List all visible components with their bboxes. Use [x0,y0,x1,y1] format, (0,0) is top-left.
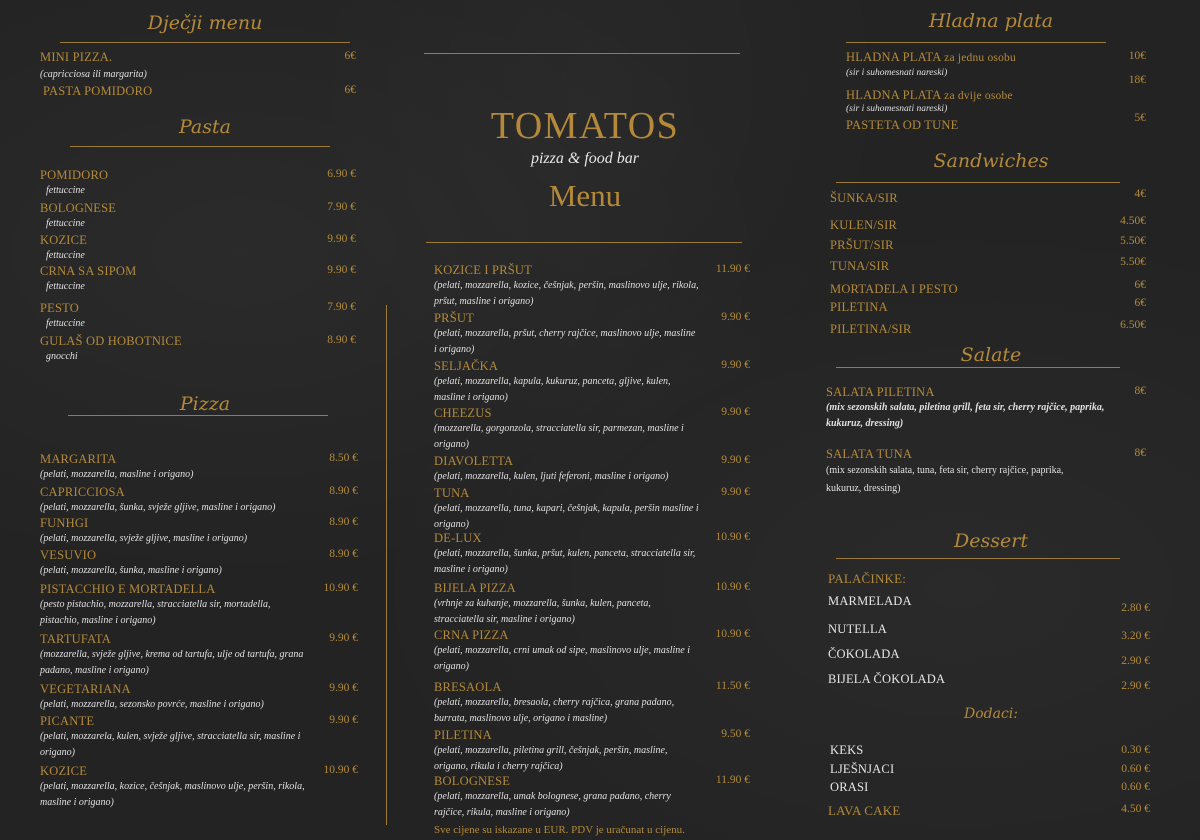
item-price: 4.50 € [1121,803,1150,815]
menu-item [434,728,760,775]
item-desc: (pelati, mozzarella, piletina grill, češnjak, peršin, masline, origano, rikula i cherry rajčica) [434,745,668,772]
item-name: TUNA/SIR [830,259,890,273]
menu-item [826,385,1156,432]
brand-title: TOMATOS [490,105,680,147]
item-name: KOZICE [40,764,88,778]
item-name: CHEEZUS [434,406,492,420]
item-suffix: za jednu osobu [944,52,1016,64]
item-desc: (pelati, mozzarella, crni umak od sipe, maslinovo ulje, masline i origano) [434,645,690,672]
item-price: 9.90 € [721,406,750,418]
item-desc: fettuccine [46,318,85,329]
item-desc: (pelati, mozzarella, šunka, masline i origano) [40,565,222,576]
menu-item [434,486,760,533]
item-desc: gnocchi [46,351,78,362]
pizza-rule [68,415,328,416]
item-price: 9.90 € [329,714,358,726]
item-name: MARMELADA [828,594,912,608]
item-name: SELJAČKA [434,359,499,373]
salate-rule [836,367,1120,368]
item-name: KEKS [830,743,864,757]
item-desc: (sir i suhomesnati nareski) [846,104,948,114]
item-name: VESUVIO [40,548,97,562]
item-name: TARTUFATA [40,632,112,646]
item-name: KOZICE I PRŠUT [434,263,532,277]
item-desc: fettuccine [46,218,85,229]
brand-top-rule [424,53,740,54]
item-price: 9.50 € [721,728,750,740]
item-name: PILETINA [434,728,492,742]
item-price: 5€ [1134,112,1146,124]
footer-note: Sve cijene su iskazane u EUR. PDV je uračunat u cijenu. [434,824,685,836]
hladna-rule [846,42,1106,43]
item-name: SALATA PILETINA [826,385,935,399]
item-name: KULEN/SIR [830,218,898,232]
dessert-rule [836,558,1120,559]
menu-item [828,803,1156,819]
item-desc: (mix sezonskih salata, tuna, feta sir, cherry rajčice, paprika, kukuruz, dressing) [826,465,1064,494]
item-desc: fettuccine [46,250,85,261]
menu-item [40,452,370,483]
item-name: BOLOGNESE [434,774,511,788]
item-price: 7.90 € [327,201,356,213]
item-price: 9.90 € [329,682,358,694]
item-name: CAPRICCIOSA [40,485,125,499]
item-price: 6€ [1134,297,1146,309]
item-desc: fettuccine [46,185,85,196]
menu-item [40,682,370,713]
menu-item [846,112,1156,133]
item-desc: (mozzarella, svježe gljive, krema od tartufa, ulje od tartufa, grana padano, masline i origano) [40,649,304,676]
brand-subtitle: pizza & food bar [530,150,639,167]
menu-item [40,632,370,679]
item-price: 5.50€ [1120,235,1146,247]
item-name: BIJELA ČOKOLADA [828,672,946,686]
menu-item [40,334,370,365]
item-price: 18€ [1128,74,1146,86]
item-name: CRNA PIZZA [434,628,509,642]
menu-item [40,764,370,811]
item-price: 10.90 € [715,628,750,640]
palacinke-label: PALAČINKE: [828,571,907,586]
item-suffix: za dvije osobe [944,90,1013,102]
menu-item [826,447,1156,498]
item-name: ORASI [830,780,869,794]
item-price: 10.90 € [715,531,750,543]
item-price: 9.90 € [327,233,356,245]
item-price: 9.90 € [721,311,750,323]
menu-item [434,406,760,453]
menu-item [40,582,370,629]
pasta-title: Pasta [179,116,231,138]
menu-item [434,454,760,485]
item-name: FUNHGI [40,516,89,530]
item-price: 0.60 € [1121,763,1150,775]
menu-item [40,264,370,295]
item-name: PILETINA [830,300,888,314]
menu-item [830,297,1156,315]
item-name: PRŠUT [434,311,474,325]
menu-item [40,485,370,516]
menu-item [434,774,760,821]
item-desc: (pelati, mozzarela, kulen, svježe gljive, stracciatella sir, masline i origano) [40,731,301,758]
item-name: VEGETARIANA [40,682,131,696]
item-name: NUTELLA [828,622,888,636]
item-price: 2.90 € [1121,655,1150,667]
menu-item [434,311,760,358]
salate-title: Salate [960,344,1022,366]
menu-item [830,188,1156,206]
item-price: 3.20 € [1121,630,1150,642]
item-desc: (pelati, mozzarella, pršut, cherry rajčice, maslinovo ulje, masline i origano) [434,328,696,355]
item-name: PESTO [40,301,79,315]
sandwiches-rule [836,182,1120,183]
item-name: HLADNA PLATA [846,88,941,102]
item-name: MORTADELA I PESTO [830,282,958,296]
item-name: KOZICE [40,233,88,247]
item-price: 8.90 € [327,334,356,346]
item-name: GULAŠ OD HOBOTNICE [40,334,182,348]
menu-item [40,50,370,83]
menu-item [828,622,1156,642]
item-price: 10.90 € [715,581,750,593]
menu-item [830,762,1156,777]
djecji-title: Dječji menu [147,12,263,34]
djecji-rule [60,42,350,43]
menu-item [40,84,370,99]
item-price: 9.90 € [721,486,750,498]
menu-item [40,233,370,264]
menu-item [830,743,1156,758]
item-desc: (pelati, mozzarella, umak bolognese, grana padano, cherry rajčice, rikula, masline i origano) [434,791,671,818]
menu-item [830,235,1156,253]
item-price: 8.90 € [329,516,358,528]
pizza-title: Pizza [179,393,231,415]
item-desc: fettuccine [46,281,85,292]
pasta-rule [70,146,330,147]
item-name: LJEŠNJACI [830,762,895,776]
menu-item [40,168,370,199]
item-price: 8.90 € [329,485,358,497]
menu-item [828,647,1156,667]
item-name: ČOKOLADA [828,647,900,661]
item-desc: (pelati, mozzarella, šunka, pršut, kulen, panceta, stracciatella sir, masline i origano) [434,548,696,575]
item-price: 2.80 € [1121,602,1150,614]
item-price: 8.50 € [329,452,358,464]
item-name: TUNA [434,486,470,500]
brand-bottom-rule [426,242,742,243]
item-desc: (pelati, mozzarella, kozice, češnjak, maslinovo ulje, peršin, rikola, masline i origano) [40,781,305,808]
item-name: ŠUNKA/SIR [830,191,898,205]
item-name: BRESAOLA [434,680,502,694]
item-name: PASTA POMIDORO [43,84,153,98]
item-desc: (pelati, mozzarella, bresaola, cherry rajčica, grana padano, burrata, maslinovo ulje, origano i masline) [434,697,675,724]
menu-item [830,279,1156,297]
item-price: 11.90 € [715,774,750,786]
item-price: 11.50 € [715,680,750,692]
item-desc: (pelati, mozzarella, kulen, ljuti feferoni, masline i origano) [434,471,669,482]
item-price: 4€ [1134,188,1146,200]
item-price: 5.50€ [1120,256,1146,268]
item-price: 9.90 € [721,359,750,371]
item-name: POMIDORO [40,168,109,182]
item-price: 11.90 € [715,263,750,275]
menu-item [40,548,370,579]
menu-item [846,88,1156,117]
item-desc: (pelati, mozzarella, kapula, kukuruz, panceta, gljive, kulen, masline i origano) [434,376,671,403]
item-name: PASTETA OD TUNE [846,118,959,132]
menu-item [434,263,760,310]
item-name: SALATA TUNA [826,447,913,461]
item-price: 10€ [1128,50,1146,62]
item-price: 9.90 € [329,632,358,644]
item-name: DE-LUX [434,531,482,545]
dessert-title: Dessert [954,530,1028,552]
brand-menu: Menu [548,178,622,213]
item-price: 0.60 € [1121,781,1150,793]
item-desc: (pelati, mozzarella, šunka, svježe gljive, masline i origano) [40,502,276,513]
item-desc: (pelati, mozzarella, masline i origano) [40,469,194,480]
item-desc: (pelati, mozzarella, sezonsko povrće, masline i origano) [40,699,264,710]
item-price: 7.90 € [327,301,356,313]
item-desc: (pelati, mozzarella, kozice, češnjak, peršin, maslinovo ulje, rikola, pršut, masline i origano) [434,280,699,307]
item-desc: (sir i suhomesnati nareski) [846,68,948,78]
item-price: 10.90 € [323,582,358,594]
menu-item [434,581,760,628]
item-desc: (mozzarella, gorgonzola, stracciatella sir, parmezan, masline i origano) [434,423,684,450]
item-price: 8€ [1134,385,1146,397]
item-desc: (vrhnje za kuhanje, mozzarella, šunka, kulen, panceta, stracciatella sir, masline i origano) [434,598,651,625]
item-price: 8.90 € [329,548,358,560]
item-desc: (capricciosa ili margarita) [40,69,147,80]
item-name: CRNA SA SIPOM [40,264,137,278]
menu-item [830,319,1156,337]
item-name: MINI PIZZA. [40,50,113,64]
item-price: 6€ [1134,279,1146,291]
menu-item [830,215,1156,233]
menu-item [434,359,760,406]
item-price: 0.30 € [1121,744,1150,756]
item-price: 9.90 € [327,264,356,276]
item-desc: (pelati, mozzarella, svježe gljive, masline i origano) [40,533,248,544]
menu-item [830,256,1156,274]
menu-item [40,516,370,547]
menu-item [434,628,760,675]
item-price: 6.90 € [327,168,356,180]
menu-item [434,680,760,727]
menu-item [40,301,370,332]
item-price: 6€ [344,50,356,62]
item-name: HLADNA PLATA [846,50,941,64]
hladna-title: Hladna plata [928,10,1054,32]
item-name: PISTACCHIO E MORTADELLA [40,582,216,596]
item-name: PRŠUT/SIR [830,238,894,252]
menu-item [830,780,1156,795]
menu-item [40,714,370,761]
item-price: 6.50€ [1120,319,1146,331]
item-price: 10.90 € [323,764,358,776]
item-price: 2.90 € [1121,680,1150,692]
item-name: PILETINA/SIR [830,322,912,336]
item-name: PICANTE [40,714,95,728]
item-name: BIJELA PIZZA [434,581,516,595]
item-name: LAVA CAKE [828,803,901,818]
item-price: 4.50€ [1120,215,1146,227]
column-divider [386,305,387,825]
menu-item [434,531,760,578]
menu-item [40,201,370,232]
item-desc: (pesto pistachio, mozzarella, stracciatella sir, mortadella, pistachio, masline i origano) [40,599,271,626]
item-desc: (mix sezonskih salata, piletina grill, feta sir, cherry rajčice, paprika, kukuruz, dressing) [826,402,1105,429]
menu-item [828,672,1156,692]
item-name: BOLOGNESE [40,201,117,215]
item-price: 8€ [1134,447,1146,459]
menu-item [846,50,1156,81]
item-name: MARGARITA [40,452,117,466]
menu-item [828,594,1156,614]
item-price: 9.90 € [721,454,750,466]
item-desc: (pelati, mozzarella, tuna, kapari, češnjak, kapula, peršin masline i origano) [434,503,699,530]
item-price: 6€ [344,84,356,96]
sandwiches-title: Sandwiches [933,150,1049,172]
dodaci-title: Dodaci: [964,706,1018,722]
item-name: DIAVOLETTA [434,454,514,468]
